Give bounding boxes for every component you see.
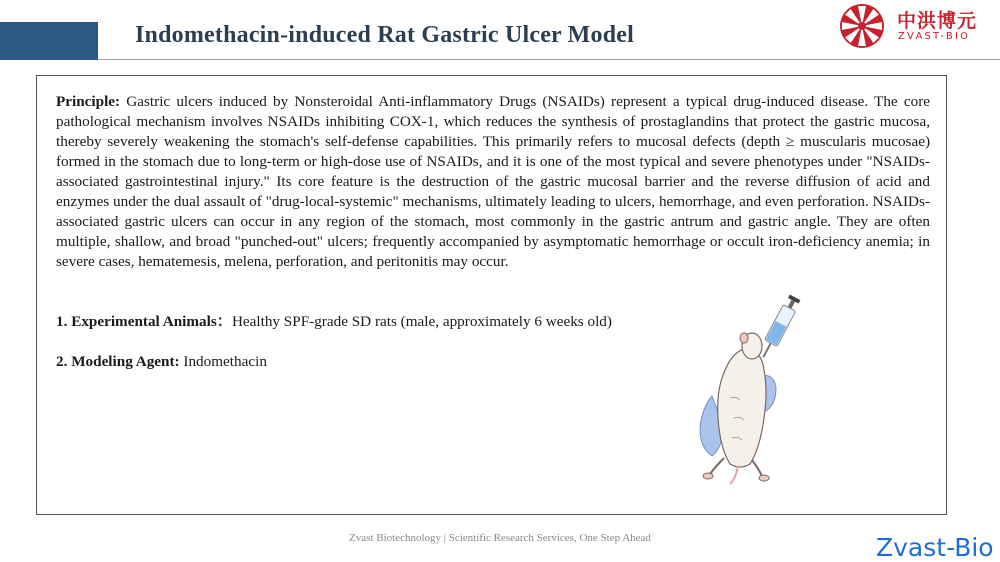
principle-text: Gastric ulcers induced by Nonsteroidal Anti-inflammatory Drugs (NSAIDs) represent a typical drug-induced disease. The core pathological mechanism involves NSAIDs inhibiting COX-1, which reduces the synthesis of prostaglandins that protect the gastric mucosa, thereby severely weakening the stomach's self-defense capabilities. This primarily refers to mucosal defects (depth ≥ muscularis mucosae) formed in the stomach due to long-term or high-dose use of NSAIDs, and it is one of the most typical and severe phenotypes under "NSAIDs-associated gastrointestinal injury." Its core feature is the destruction of the gastric mucosal barrier and the reverse diffusion of acid and enzymes under the dual assault of "drug-local-systemic" mechanisms, ultimately leading to ulcers, hemorrhage, and even perforation. NSAIDs-associated gastric ulcers can occur in any region of the stomach, most commonly in the gastric antrum and gastric angle. They are often multiple, shallow, and broad "punched-out" ulcers; frequently accompanied by asymptomatic hemorrhage or occult iron-deficiency anemia; in severe cases, hematemesis, melena, perforation, and peritonitis may occur. (56, 93, 930, 270)
footer-text: Zvast Biotechnology | Scientific Research Services, One Step Ahead (349, 532, 651, 544)
item2-label: 2. Modeling Agent: (56, 353, 180, 370)
item1-text: Healthy SPF-grade SD rats (male, approximately 6 weeks old) (231, 313, 612, 330)
page-title: Indomethacin-induced Rat Gastric Ulcer Model (135, 22, 634, 48)
logo-english-text: ZVAST-BIO (898, 31, 971, 42)
header-accent-bar (0, 22, 98, 60)
item2-text: Indomethacin (179, 353, 267, 370)
experimental-animals-item (56, 312, 612, 332)
logo-chinese-text: 中洪博元 (897, 10, 978, 32)
title-divider (98, 59, 1000, 60)
principle-paragraph (56, 92, 930, 272)
rat-injection-illustration (690, 288, 810, 488)
modeling-agent-item (56, 352, 267, 372)
principle-label: Principle: (56, 93, 121, 110)
item1-label: 1. Experimental Animals： (56, 313, 232, 330)
footer-brand: Zvast-Bio (876, 533, 994, 562)
